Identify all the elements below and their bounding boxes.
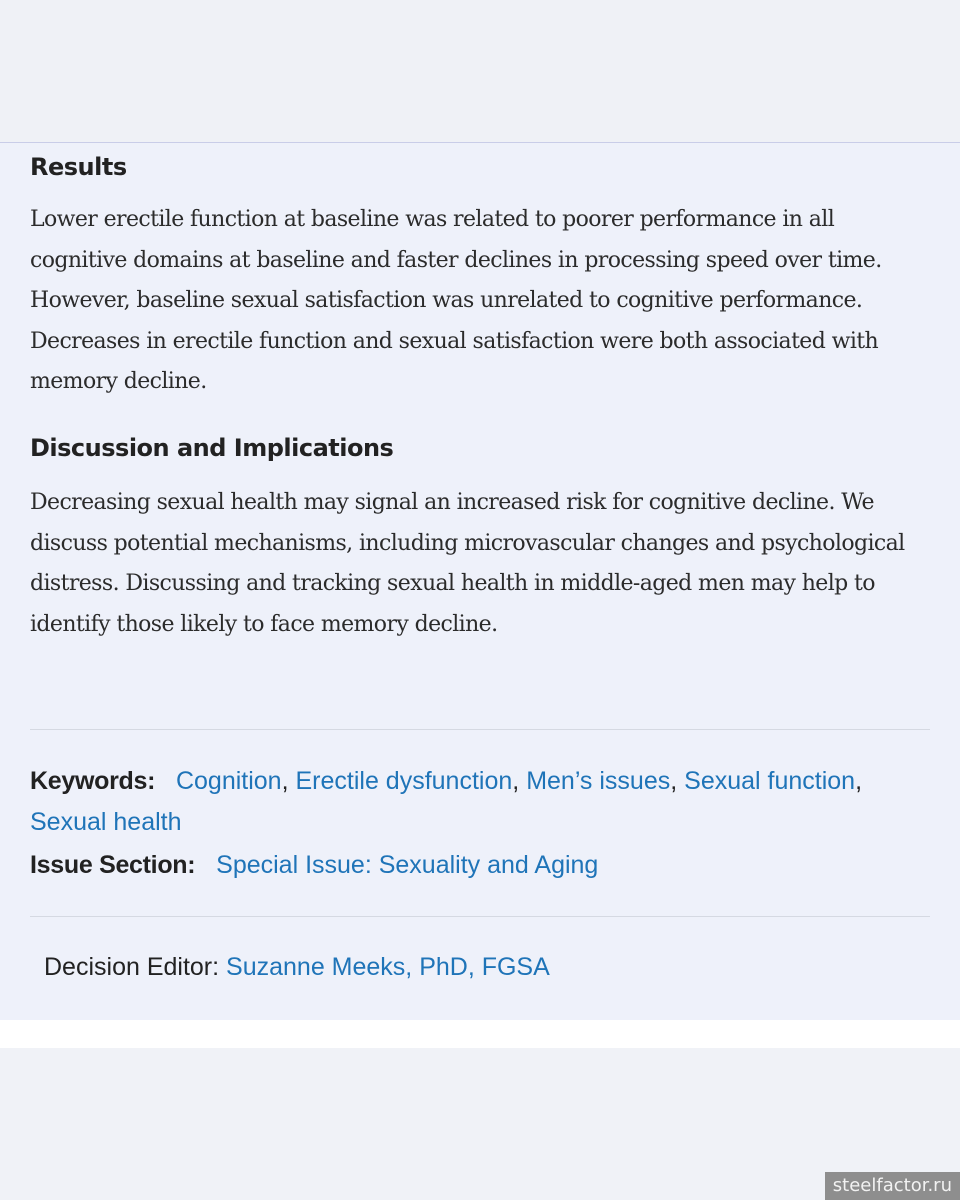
divider [30, 729, 930, 730]
keywords-label: Keywords: [30, 767, 156, 795]
keywords [30, 761, 930, 843]
issue-section [30, 851, 598, 880]
top-area [0, 0, 960, 143]
discussion-text: Decreasing sexual health may signal an increased risk for cognitive decline. We discuss potential mechanisms, including microvascular changes and psychological distress. Discussing and tracking sexual health in middle-aged men may help to identify those likely to face memory decline. [30, 490, 905, 637]
keyword-link[interactable]: Erectile dysfunction [295, 767, 513, 795]
keyword-link[interactable]: Cognition [175, 767, 282, 795]
results-heading: Results [30, 153, 127, 181]
separator: , [670, 767, 678, 795]
separator: , [855, 767, 863, 795]
keyword-link[interactable]: Sexual function [684, 767, 856, 795]
separator: , [281, 767, 289, 795]
watermark: steelfactor.ru [825, 1172, 960, 1200]
spacer [0, 1020, 960, 1048]
decision-editor-label: Decision Editor: [44, 953, 220, 981]
abstract-content [0, 143, 960, 1020]
keyword-link[interactable]: Sexual health [30, 808, 182, 836]
results-text: Lower erectile function at baseline was related to poorer performance in all cognitive domains at baseline and faster declines in processing speed over time. However, baseline sexual satisfaction was unrelated to cognitive performance. Decreases in erectile function and sexual satisfaction were both associated with memory decline. [30, 207, 882, 394]
separator: , [512, 767, 520, 795]
decision-editor [44, 953, 550, 982]
issue-section-link[interactable]: Special Issue: Sexuality and Aging [216, 851, 599, 879]
divider [30, 916, 930, 917]
keyword-link[interactable]: Men’s issues [526, 767, 671, 795]
discussion-heading: Discussion and Implications [30, 434, 394, 462]
issue-section-label: Issue Section: [30, 851, 196, 879]
decision-editor-link[interactable]: Suzanne Meeks, PhD, FGSA [226, 953, 550, 981]
